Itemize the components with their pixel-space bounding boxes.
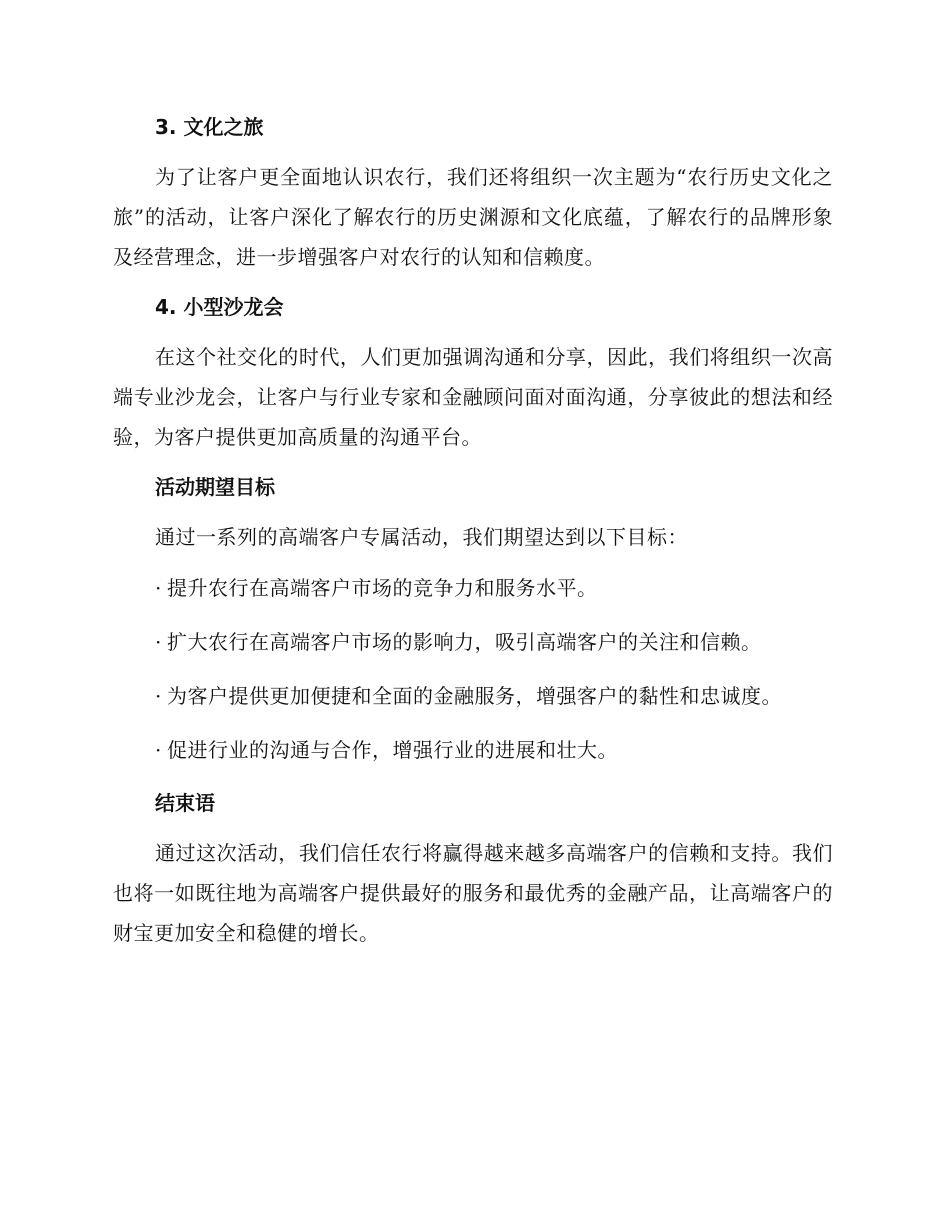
section-heading-goals: 活动期望目标 — [155, 475, 275, 499]
salon-paragraph: 在这个社交化的时代，人们更加强调沟通和分享，因此，我们将组织一次高端专业沙龙会，让客户与行业专家和金融顾问面对面沟通，分享彼此的想法和经验，为客户提供更加高质量的沟通平台。 — [113, 345, 833, 449]
goal-item — [113, 676, 833, 716]
culture-tour-paragraph: 为了让客户更全面地认识农行，我们还将组织一次主题为“农行历史文化之旅”的活动，让客户深化了解农行的历史渊源和文化底蕴，了解农行的品牌形象及经营理念，进一步增强客户对农行的认知和信赖度。 — [113, 165, 833, 269]
goal-item-text: 提升农行在高端客户市场的竞争力和服务水平。 — [167, 576, 598, 600]
goal-item — [113, 730, 833, 770]
section-heading-conclusion: 结束语 — [155, 791, 215, 815]
bullet-dot-icon: · — [155, 576, 162, 600]
goal-item-text: 促进行业的沟通与合作，增强行业的进展和壮大。 — [167, 738, 618, 762]
goal-item — [113, 622, 833, 662]
section-heading-salon: 4. 小型沙龙会 — [155, 295, 284, 319]
goal-item-text: 扩大农行在高端客户市场的影响力，吸引高端客户的关注和信赖。 — [167, 630, 762, 654]
bullet-dot-icon: · — [155, 630, 162, 654]
bullet-dot-icon: · — [155, 684, 162, 708]
goals-intro: 通过一系列的高端客户专属活动，我们期望达到以下目标： — [155, 525, 688, 549]
document-body — [113, 108, 833, 964]
goal-item — [113, 568, 833, 608]
goal-item-text: 为客户提供更加便捷和全面的金融服务，增强客户的黏性和忠诚度。 — [167, 684, 782, 708]
conclusion-paragraph: 通过这次活动，我们信任农行将赢得越来越多高端客户的信赖和支持。我们也将一如既往地为高端客户提供最好的服务和最优秀的金融产品，让高端客户的财宝更加安全和稳健的增长。 — [113, 841, 833, 945]
bullet-dot-icon: · — [155, 738, 162, 762]
section-heading-culture-tour: 3. 文化之旅 — [155, 115, 264, 139]
